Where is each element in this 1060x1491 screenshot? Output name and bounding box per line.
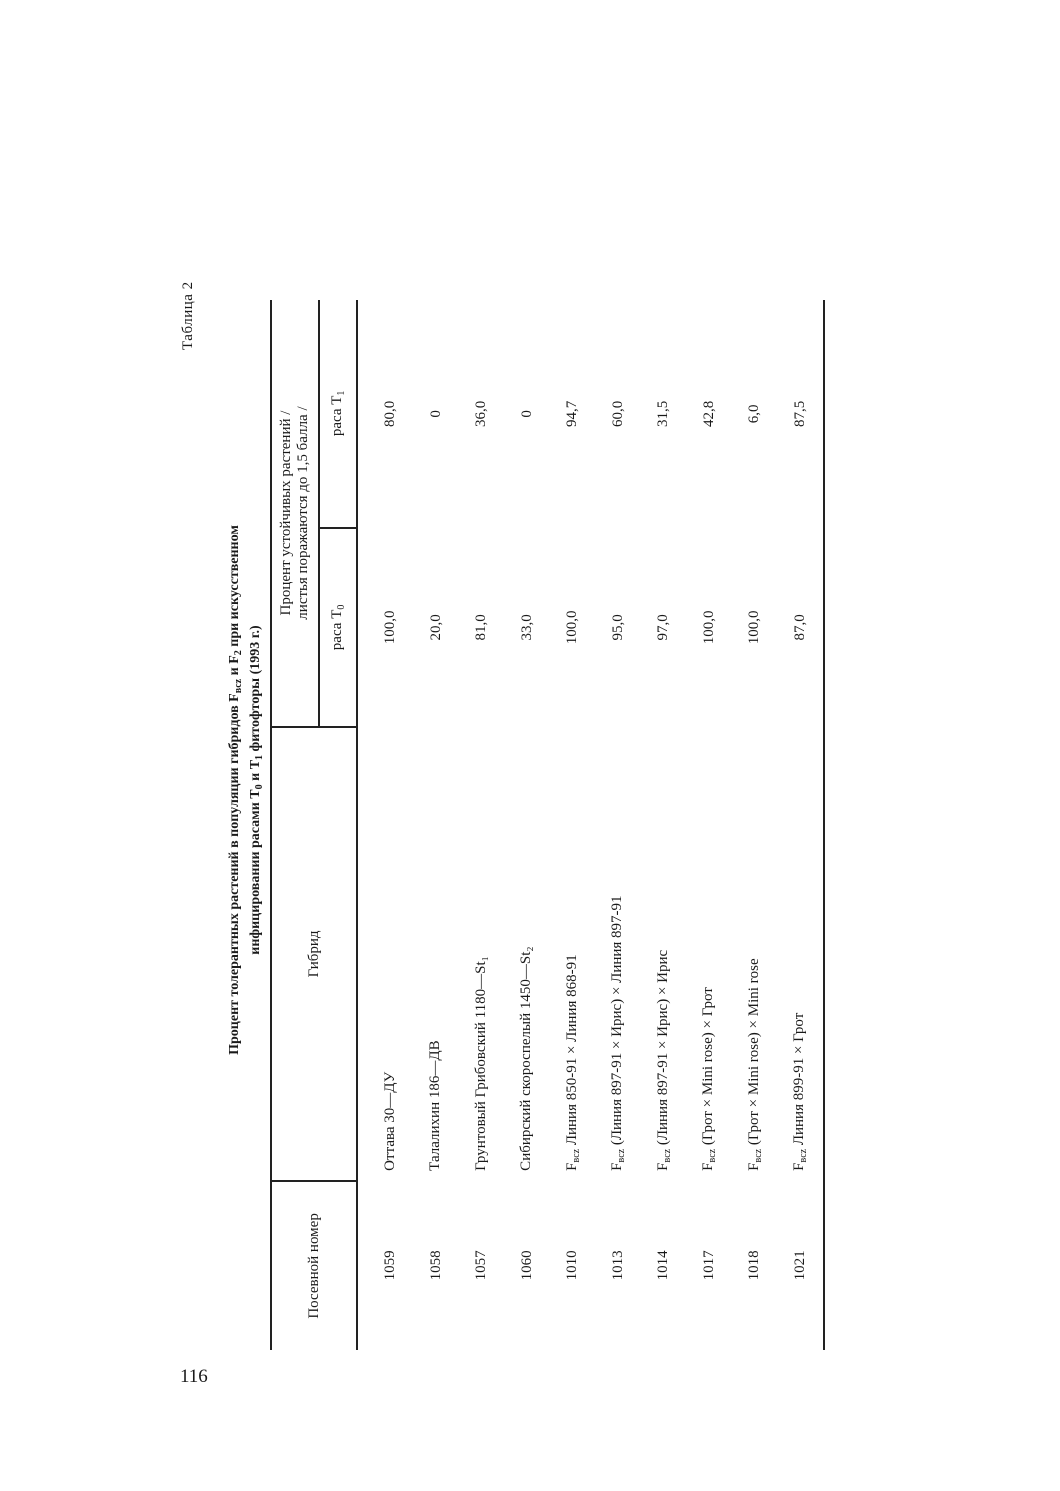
table-row: [459, 300, 505, 1350]
cell-id: 1017: [700, 1250, 717, 1281]
header-group: [271, 300, 319, 727]
cell-id: 1057: [473, 1250, 490, 1281]
table-row: [641, 300, 687, 1350]
hybrid-name: (Линия 897-91 × Ирис) × Линия 897-91: [609, 895, 626, 1149]
cell-id: 1059: [382, 1250, 399, 1281]
results-table: [270, 300, 825, 1350]
cell-t1: 31,5: [655, 400, 672, 427]
cell-hybrid: [505, 727, 551, 1181]
cell-id: 1021: [778, 1181, 825, 1350]
cell-hybrid: [459, 727, 505, 1181]
cell-t1: 42,8: [700, 400, 717, 427]
hybrid-prefix: F: [563, 1162, 580, 1171]
header-t0: раса $T_0$: [319, 528, 357, 727]
hybrid-name: (Линия 897-91 × Ирис) × Ирис: [654, 949, 671, 1149]
table-row: [550, 300, 596, 1350]
cell-id: 1060: [518, 1250, 535, 1281]
cell-id: 1018: [746, 1250, 763, 1281]
table-row: [414, 300, 460, 1350]
cell-t1: 87,5: [778, 300, 825, 528]
hybrid-prefix: F: [654, 1162, 671, 1171]
cell-hybrid: [732, 727, 778, 1181]
hybrid-prefix-sub: всz: [752, 1148, 764, 1163]
cell-t1: 6,0: [746, 404, 763, 424]
cell-id: 1013: [609, 1250, 626, 1281]
cell-hybrid: [357, 727, 414, 1181]
hybrid-name: Грунтовый Грибовский 1180—St₁: [472, 956, 489, 1171]
hybrid-prefix: F: [745, 1162, 762, 1171]
cell-t0: 20,0: [427, 614, 444, 641]
cell-hybrid: [550, 727, 596, 1181]
cell-id: 1014: [655, 1250, 672, 1281]
hybrid-name: Талалихин 186—ДВ: [427, 1040, 444, 1171]
cell-t1: 80,0: [382, 400, 399, 427]
cell-hybrid: [641, 727, 687, 1181]
cell-t1: 36,0: [473, 400, 490, 427]
hybrid-name: Сибирский скороспелый 1450—St₂: [518, 946, 535, 1171]
cell-t0: 100,0: [564, 610, 581, 645]
hybrid-prefix-sub: всz: [570, 1148, 582, 1163]
cell-t1: 0: [518, 410, 535, 418]
hybrid-prefix-sub: всz: [798, 1148, 810, 1163]
table-body: [357, 300, 824, 1350]
cell-id: 1010: [564, 1250, 581, 1281]
table-row: [505, 300, 551, 1350]
hybrid-prefix: F: [700, 1162, 717, 1171]
hybrid-name: (Грот × Mini rose) × Mini rose: [745, 958, 762, 1149]
table-label: Таблица 2: [180, 281, 196, 350]
cell-t0: 81,0: [473, 614, 490, 641]
cell-hybrid: [687, 727, 733, 1181]
table-row: [596, 300, 642, 1350]
cell-t0: 33,0: [518, 614, 535, 641]
table-row: [778, 300, 825, 1350]
header-group-line-1: Процент устойчивых растений /: [278, 410, 294, 616]
cell-t1: 94,7: [564, 400, 581, 427]
cell-hybrid: [778, 727, 825, 1181]
cell-hybrid: [596, 727, 642, 1181]
table-row: [357, 300, 414, 1350]
table-row: [687, 300, 733, 1350]
cell-t1: 60,0: [609, 400, 626, 427]
hybrid-name: Линия 850-91 × Линия 868-91: [563, 954, 580, 1149]
table-row: [732, 300, 778, 1350]
hybrid-prefix: F: [609, 1162, 626, 1171]
rotated-table-page: [180, 281, 860, 1380]
cell-hybrid: [414, 727, 460, 1181]
header-hybrid: Гибрид: [271, 727, 357, 1181]
cell-t0: 100,0: [382, 610, 399, 645]
hybrid-prefix-sub: всz: [661, 1148, 673, 1163]
hybrid-prefix: F: [791, 1162, 808, 1171]
caption-line-2: инфицировании расами $T_0$ и $T_1$ фитофторы (1993 г.): [248, 625, 265, 955]
cell-t0: 100,0: [746, 610, 763, 645]
cell-t1: 0: [427, 410, 444, 418]
hybrid-prefix-sub: всz: [707, 1148, 719, 1163]
cell-t0: 95,0: [609, 614, 626, 641]
hybrid-name: (Грот × Mini rose) × Грот: [700, 987, 717, 1149]
hybrid-name: Оттава 30—ДУ: [381, 1071, 398, 1171]
caption-line-1: Процент толерантных растений в популяции гибридов $F_{всz}$ и $F_2$ при искусственном: [227, 525, 244, 1055]
cell-id: 1058: [427, 1250, 444, 1281]
hybrid-prefix-sub: всz: [616, 1148, 628, 1163]
page-number: 116: [180, 1366, 208, 1387]
cell-t0: 100,0: [700, 610, 717, 645]
header-t1: раса $T_1$: [319, 300, 357, 528]
header-group-line-2: листья поражаются до 1,5 балла /: [295, 406, 311, 620]
cell-t0: 97,0: [655, 614, 672, 641]
header-id: Посевной номер: [271, 1181, 357, 1350]
cell-t0: 87,0: [778, 528, 825, 727]
table-caption: [226, 500, 268, 1080]
hybrid-name: Линия 899-91 × Грот: [791, 1012, 808, 1149]
